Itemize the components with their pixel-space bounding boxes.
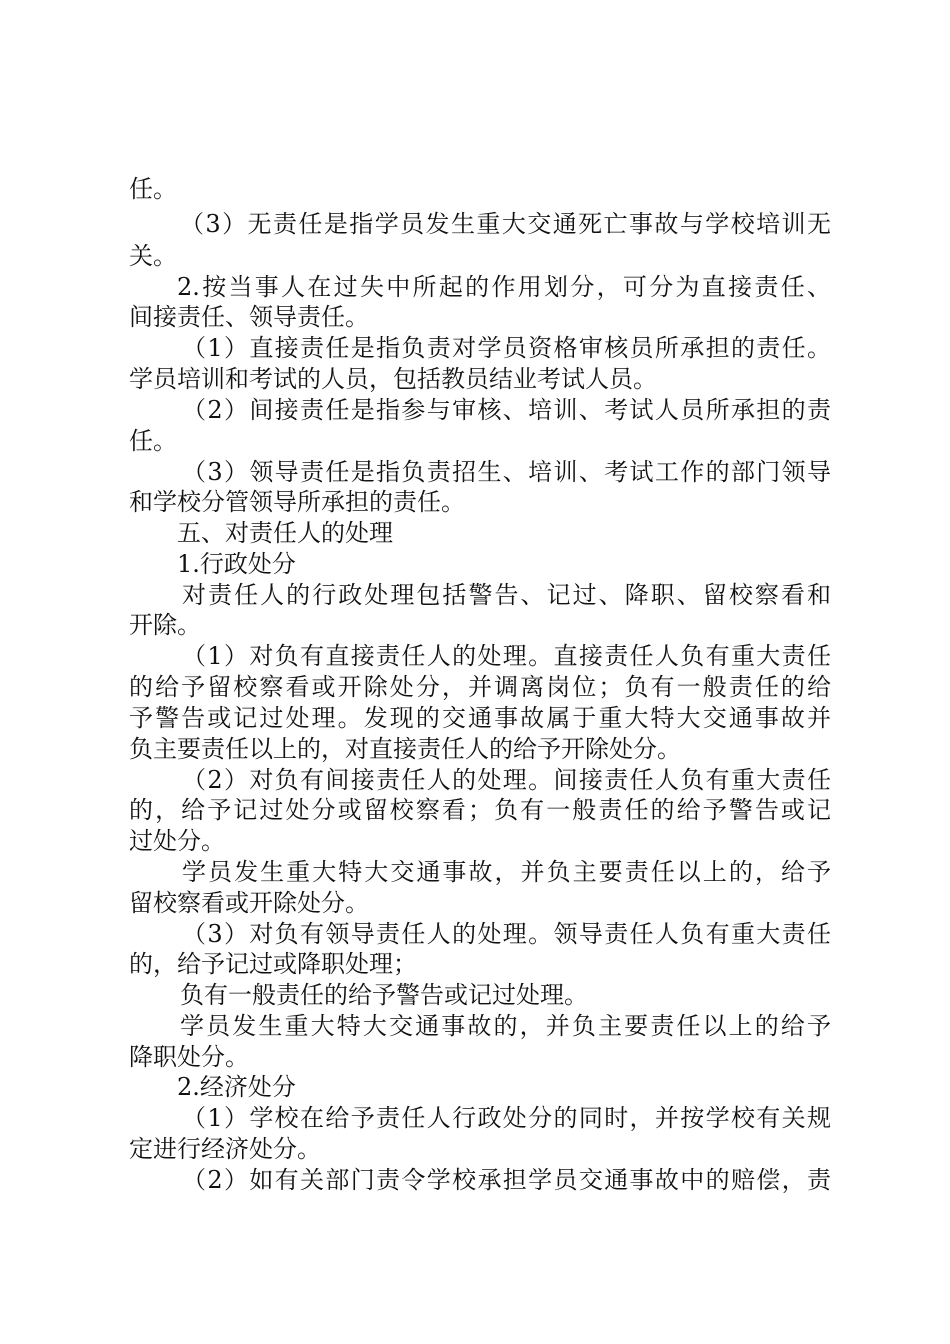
text-line: 学员发生重大特大交通事故，并负主要责任以上的，给予 [182, 858, 831, 886]
text-line: 学员发生重大特大交通事故的，并负主要责任以上的给予 [180, 1012, 831, 1040]
text-line: 的，给予记过处分或留校察看；负有一般责任的给予警告或记 [129, 796, 831, 824]
text-line: （3）对负有领导责任人的处理。领导责任人负有重大责任 [182, 920, 831, 948]
text-line: （2）对负有间接责任人的处理。间接责任人负有重大责任 [182, 766, 831, 794]
text-line: 予警告或记过处理。发现的交通事故属于重大特大交通事故并 [129, 704, 831, 732]
text-line: 负有一般责任的给予警告或记过处理。 [180, 981, 588, 1009]
text-line: 留校察看或开除处分。 [129, 889, 369, 917]
text-line: 开除。 [129, 611, 201, 639]
text-line: 的给予留校察看或开除处分，并调离岗位；负有一般责任的给 [129, 673, 831, 701]
text-line: （1）直接责任是指负责对学员资格审核员所承担的责任。 [182, 334, 831, 362]
text-line: 学员培训和考试的人员，包括教员结业考试人员。 [129, 365, 657, 393]
text-line: 2.按当事人在过失中所起的作用划分，可分为直接责任、 [177, 273, 831, 301]
text-line: 关。 [129, 242, 177, 270]
subsection-heading: 2.经济处分 [177, 1073, 296, 1101]
section-heading: 五、对责任人的处理 [177, 519, 393, 547]
text-line: 对责任人的行政处理包括警告、记过、降职、留校察看和 [182, 581, 831, 609]
subsection-heading: 1.行政处分 [177, 550, 296, 578]
text-line: （2）间接责任是指参与审核、培训、考试人员所承担的责 [182, 396, 831, 424]
text-line: （3）领导责任是指负责招生、培训、考试工作的部门领导 [182, 458, 831, 486]
text-line: 任。 [129, 427, 177, 455]
text-line: （1）学校在给予责任人行政处分的同时，并按学校有关规 [182, 1104, 831, 1132]
text-line: 过处分。 [129, 827, 225, 855]
text-line: （3）无责任是指学员发生重大交通死亡事故与学校培训无 [180, 210, 831, 238]
text-line: 任。 [129, 175, 177, 203]
text-line: （2）如有关部门责令学校承担学员交通事故中的赔偿，责 [182, 1166, 831, 1194]
text-line: 和学校分管领导所承担的责任。 [129, 488, 465, 516]
text-line: （1）对负有直接责任人的处理。直接责任人负有重大责任 [182, 642, 831, 670]
text-line: 降职处分。 [129, 1043, 249, 1071]
text-line: 负主要责任以上的，对直接责任人的给予开除处分。 [129, 735, 681, 763]
text-line: 定进行经济处分。 [129, 1135, 321, 1163]
text-line: 间接责任、领导责任。 [129, 303, 369, 331]
text-line: 的，给予记过或降职处理； [129, 950, 417, 978]
